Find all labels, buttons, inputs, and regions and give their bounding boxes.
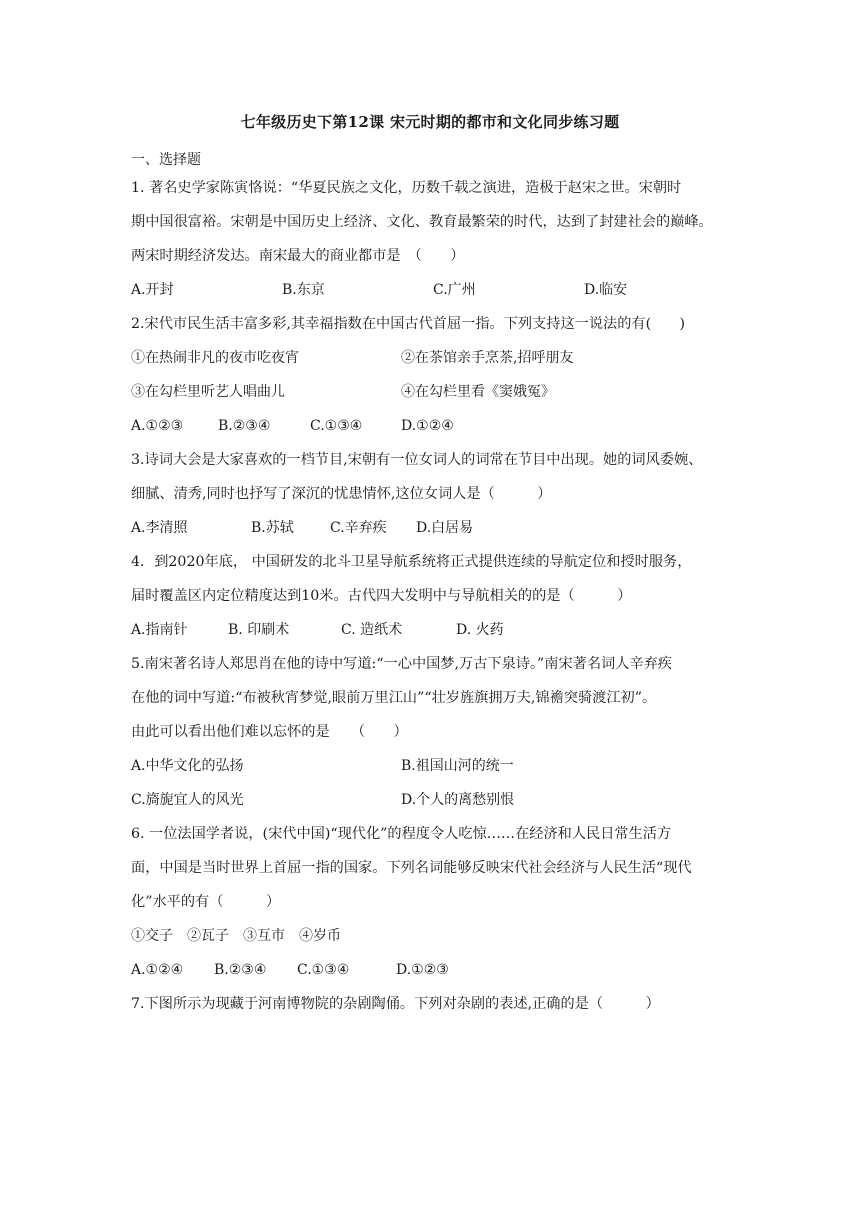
question-2-item-2: ②在茶馆亲手烹茶,招呼朋友 [401,350,574,366]
question-2-option-c: C.①③④ [310,418,363,434]
question-6-items: ①交子 ②瓦子 ③互市 ④岁币 [131,928,341,944]
question-2-line-1: 2.宋代市民生活丰富多彩,其幸福指数在中国古代首屈一指。下列支持这一说法的有( ) [131,316,686,332]
question-6-line-3: 化”水平的有（ ） [131,894,281,910]
question-1-line-2: 期中国很富裕。宋朝是中国历史上经济、文化、教育最繁荣的时代，达到了封建社会的巅峰。 [131,214,713,230]
page-title: 七年级历史下第12课 宋元时期的都市和文化同步练习题 [240,113,620,131]
question-5-option-b: B.祖国山河的统一 [401,758,514,774]
question-6-option-c: C.①③④ [297,962,350,978]
question-6-line-1: 6. 一位法国学者说，(宋代中国)“现代化”的程度令人吃惊……在经济和人民日常生活方 [131,826,672,842]
question-4-line-1: 4．到2020年底， 中国研发的北斗卫星导航系统将正式提供连续的导航定位和授时服务， [131,554,692,570]
question-2-item-1: ①在热闹非凡的夜市吃夜宵 [131,350,299,366]
question-3-option-c: C.辛弃疾 [330,520,387,536]
question-4-option-b: B. 印刷术 [228,622,290,638]
question-1-option-c: C.广州 [433,282,476,298]
question-5-line-2: 在他的词中写道:“布被秋宵梦觉,眼前万里江山”“壮岁旌旗拥万夫,锦襜突骑渡江初”。 [131,690,657,706]
question-3-line-1: 3.诗词大会是大家喜欢的一档节目,宋朝有一位女词人的词常在节目中出现。她的词风委婉、 [131,452,703,468]
question-1-line-1: 1. 著名史学家陈寅恪说：“华夏民族之文化，历数千载之演进，造极于赵宋之世。宋朝时 [131,180,682,196]
question-1-option-b: B.东京 [282,282,325,298]
question-3-line-2: 细腻、清秀,同时也抒写了深沉的忧患情怀,这位女词人是（ ） [131,486,552,502]
question-1-option-a: A.开封 [131,282,174,298]
question-2-item-3: ③在勾栏里听艺人唱曲儿 [131,384,285,400]
question-6-option-d: D.①②③ [396,962,449,978]
question-4-option-d: D. 火药 [456,622,504,638]
question-3-option-a: A.李清照 [131,520,188,536]
question-2-option-b: B.②③④ [218,418,271,434]
question-1-line-3: 两宋时期经济发达。南宋最大的商业都市是 （ ） [131,248,465,264]
section-heading: 一、选择题 [131,152,201,168]
question-4-line-2: 届时覆盖区内定位精度达到10米。古代四大发明中与导航相关的的是（ ） [131,588,632,604]
question-7-line-1: 7.下图所示为现藏于河南博物院的杂剧陶俑。下列对杂剧的表述,正确的是（ ） [131,996,660,1012]
question-5-option-a: A.中华文化的弘扬 [131,758,244,774]
question-3-option-b: B.苏轼 [251,520,294,536]
question-5-line-3: 由此可以看出他们难以忘怀的是 （ ） [131,724,408,740]
question-4-option-c: C. 造纸术 [341,622,403,638]
question-2-option-d: D.①②④ [401,418,454,434]
question-3-option-d: D.白居易 [416,520,474,536]
question-5-line-1: 5.南宋著名诗人郑思肖在他的诗中写道:“一心中国梦,万古下泉诗。”南宋著名词人辛弃疾 [131,656,672,672]
question-4-option-a: A.指南针 [131,622,188,638]
question-5-option-d: D.个人的离愁别恨 [401,792,515,808]
question-2-option-a: A.①②③ [131,418,184,434]
question-5-option-c: C.旖旎宜人的风光 [131,792,244,808]
question-6-line-2: 面，中国是当时世界上首屈一指的国家。下列名词能够反映宋代社会经济与人民生活“现代 [131,860,692,876]
question-2-item-4: ④在勾栏里看《窦娥冤》 [401,384,555,400]
question-1-option-d: D.临安 [584,282,628,298]
question-6-option-b: B.②③④ [214,962,267,978]
question-6-option-a: A.①②④ [131,962,184,978]
